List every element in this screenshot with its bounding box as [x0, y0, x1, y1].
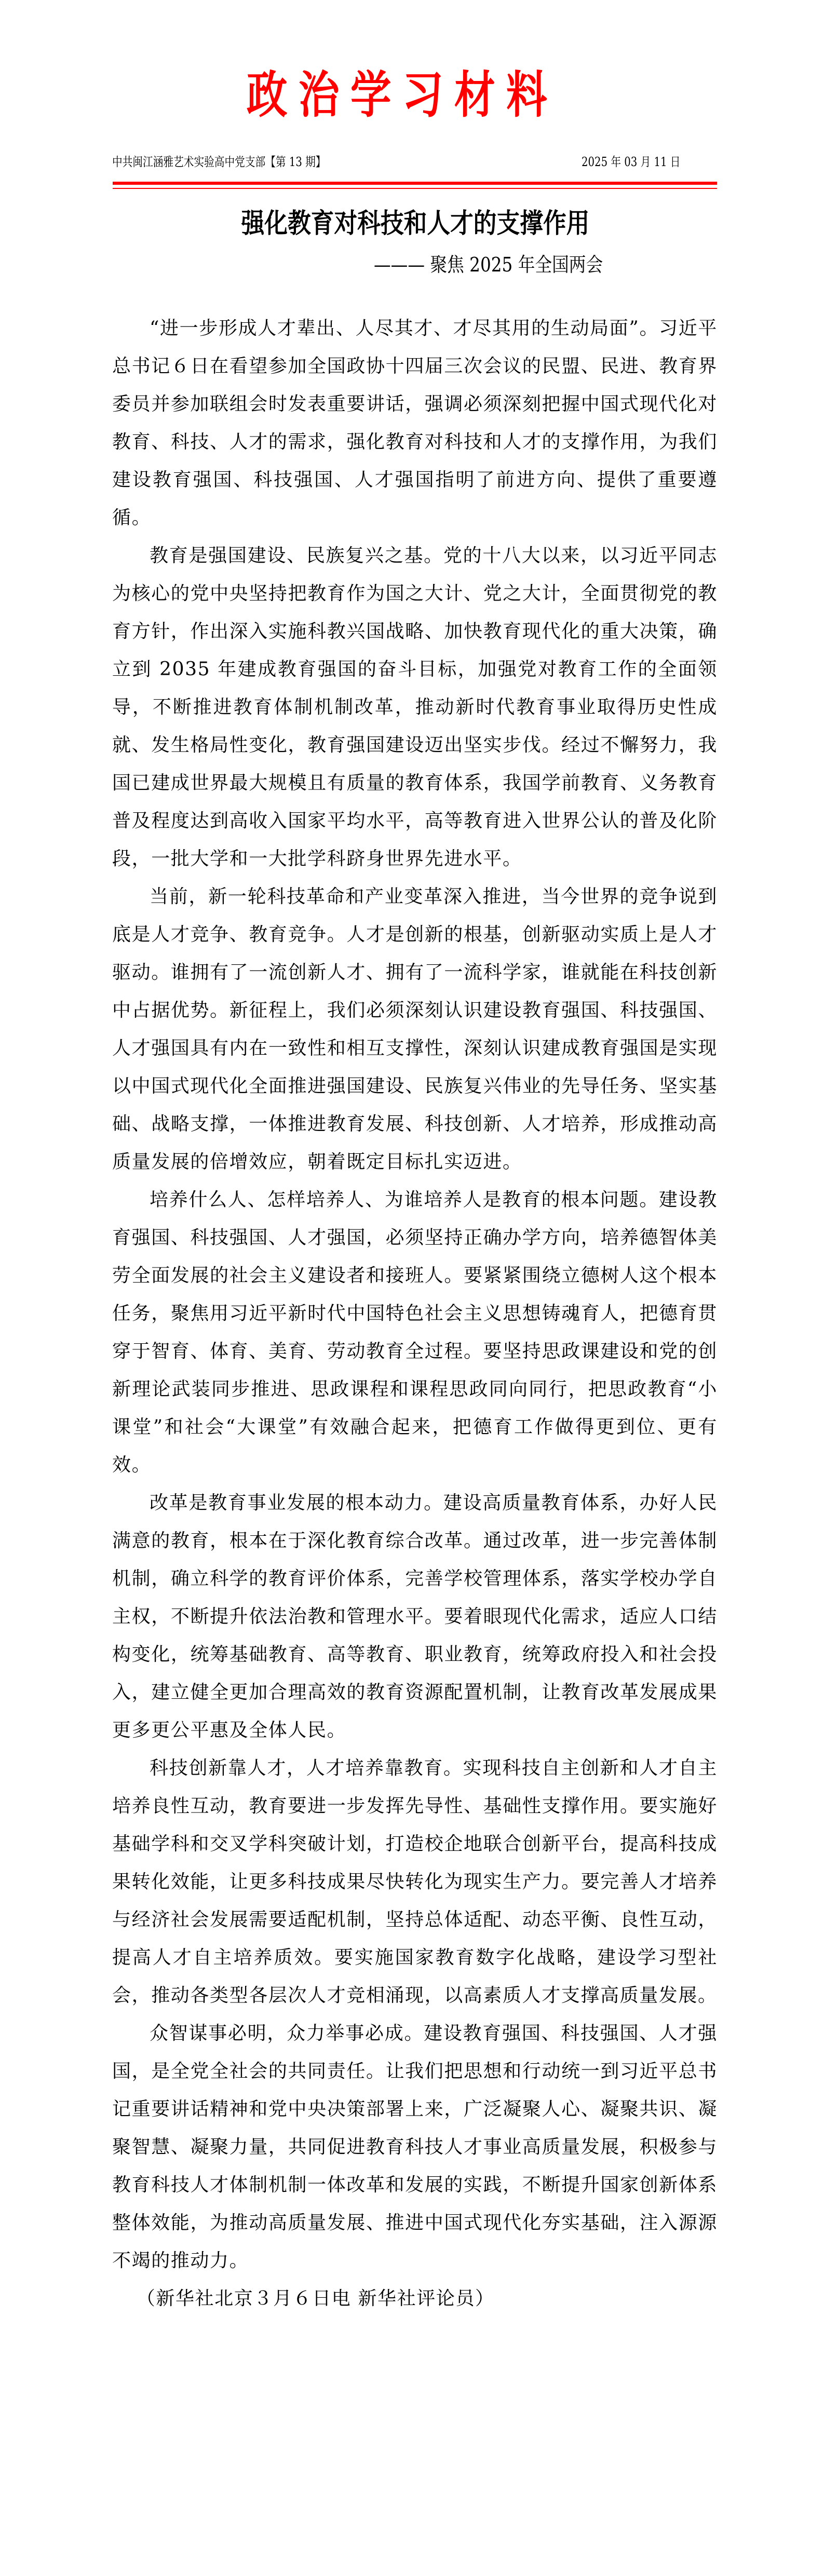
article-subtitle: ——— 聚焦 2025 年全国两会 — [374, 253, 603, 276]
masthead-title: 政治学习材料 — [246, 65, 559, 124]
article-headline: 强化教育对科技和人才的支撑作用 — [241, 208, 590, 239]
paragraph: 改革是教育事业发展的根本动力。建设高质量教育体系，办好人民满意的教育，根本在于深化教育综合改革。通过改革，进一步完善体制机制，确立科学的教育评价体系，完善学校管理体系，落实学校办学自主权，不断提升依法治教和管理水平。要着眼现代化需求，适应人口结构变化，统筹基础教育、高等教育、职业教育，统筹政府投入和社会投入，建立健全更加合理高效的教育资源配置机制，让教育改革发展成果更多更公平惠及全体人民。 — [112, 1492, 718, 1741]
paragraph: 教育是强国建设、民族复兴之基。党的十八大以来，以习近平同志为核心的党中央坚持把教育作为国之大计、党之大计，全面贯彻党的教育方针，作出深入实施科教兴国战略、加快教育现代化的重大决策，确立到 2035 年建成教育强国的奋斗目标，加强党对教育工作的全面领导，不断推进教育体制机制改革，推动新时代教育事业取得历史性成就、发生格局性变化，教育强国建设迈出坚实步伐。经过不懈努力，我国已建成世界最大规模且有质量的教育体系，我国学前教育、义务教育普及程度达到高收入国家平均水平，高等教育进入世界公认的普及化阶段，一批大学和一大批学科跻身世界先进水平。 — [112, 545, 718, 869]
article-byline: （新华社北京３月６日电 新华社评论员） — [136, 2288, 495, 2309]
paragraph: 培养什么人、怎样培养人、为谁培养人是教育的根本问题。建设教育强国、科技强国、人才强国，必须坚持正确办学方向，培养德智体美劳全面发展的社会主义建设者和接班人。要紧紧围绕立德树人这个根本任务，聚焦用习近平新时代中国特色社会主义思想铸魂育人，把德育贯穿于智育、体育、美育、劳动教育全过程。要坚持思政课建设和党的创新理论武装同步推进、思政课程和课程思政同向同行，把思政教育“小课堂”和社会“大课堂”有效融合起来，把德育工作做得更到位、更有效。 — [112, 1189, 718, 1476]
issue-line — [112, 153, 718, 171]
paragraph: 众智谋事必明，众力举事必成。建设教育强国、科技强国、人才强国，是全党全社会的共同责任。让我们把思想和行动统一到习近平总书记重要讲话精神和党中央决策部署上来，广泛凝聚人心、凝聚共识、凝聚智慧、凝聚力量，共同促进教育科技人才事业高质量发展，积极参与教育科技人才体制机制一体改革和发展的实践，不断提升国家创新体系整体效能，为推动高质量发展、推进中国式现代化夯实基础，注入源源不竭的推动力。 — [112, 2023, 718, 2271]
red-rule-thick — [113, 182, 717, 185]
issue-date: 2025 年 03 月 11 日 — [582, 155, 681, 169]
paragraph: “进一步形成人才辈出、人尽其才、才尽其用的生动局面”。习近平总书记６日在看望参加全国政协十四届三次会议的民盟、民进、教育界委员并参加联组会时发表重要讲话，强调必须深刻把握中国式现代化对教育、科技、人才的需求，强化教育对科技和人才的支撑作用，为我们建设教育强国、科技强国、人才强国指明了前进方向、提供了重要遵循。 — [112, 318, 718, 528]
paragraph: 当前，新一轮科技革命和产业变革深入推进，当今世界的竞争说到底是人才竞争、教育竞争。人才是创新的根基，创新驱动实质上是人才驱动。谁拥有了一流创新人才、拥有了一流科学家，谁就能在科技创新中占据优势。新征程上，我们必须深刻认识建设教育强国、科技强国、人才强国具有内在一致性和相互支撑性，深刻认识建成教育强国是实现以中国式现代化全面推进强国建设、民族复兴伟业的先导任务、坚实基础、战略支撑，一体推进教育发展、科技创新、人才培养，形成推动高质量发展的倍增效应，朝着既定目标扎实迈进。 — [112, 886, 718, 1173]
article-body — [112, 309, 718, 2318]
publisher-issue: 中共闽江涵雅艺术实验高中党支部【第 13 期】 — [112, 155, 326, 169]
red-rule-thin — [113, 188, 717, 189]
paragraph: 科技创新靠人才，人才培养靠教育。实现科技自主创新和人才自主培养良性互动，教育要进一步发挥先导性、基础性支撑作用。要实施好基础学科和交叉学科突破计划，打造校企地联合创新平台，提高科技成果转化效能，让更多科技成果尽快转化为现实生产力。要完善人才培养与经济社会发展需要适配机制，坚持总体适配、动态平衡、良性互动，提高人才自主培养质效。要实施国家教育数字化战略，建设学习型社会，推动各类型各层次人才竞相涌现，以高素质人才支撑高质量发展。 — [112, 1757, 718, 2006]
